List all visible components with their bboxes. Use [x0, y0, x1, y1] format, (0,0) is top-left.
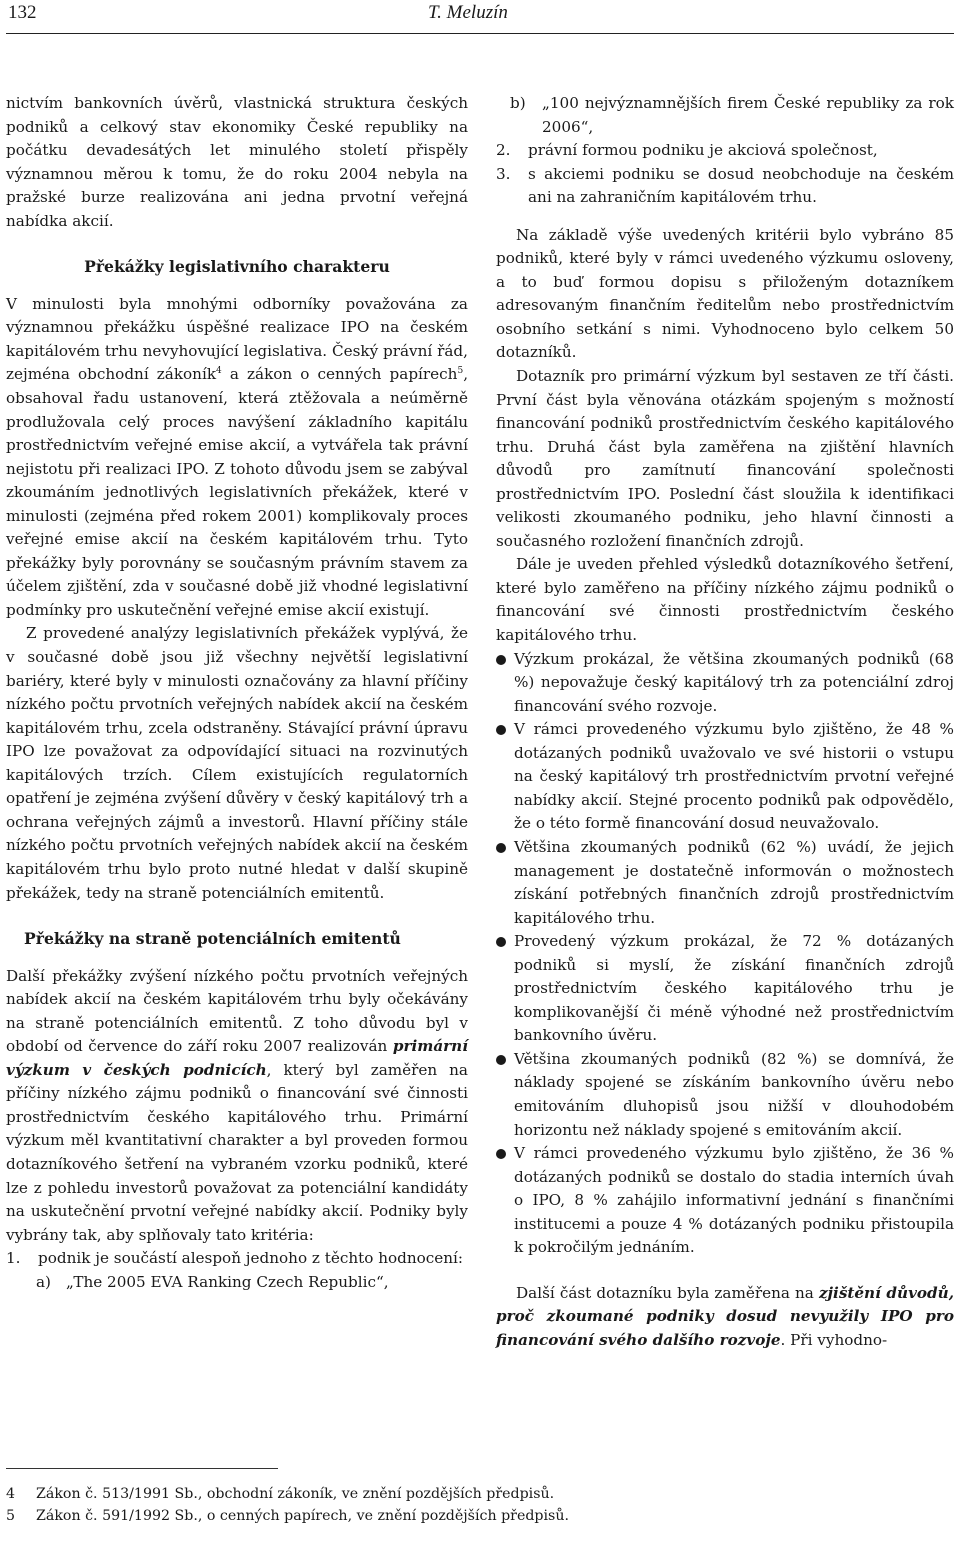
- criteria-item-1-text: podnik je součástí alespoň jednoho z těchto hodnocení:: [38, 1249, 464, 1268]
- header-rule: [6, 33, 954, 34]
- result-bullet-item: [496, 836, 954, 930]
- result-bullet-item: [496, 1048, 954, 1142]
- bullet-dot-icon: [496, 836, 514, 930]
- paragraph-final: [496, 1282, 954, 1353]
- footnote-text: Zákon č. 513/1991 Sb., obchodní zákoník, ve znění pozdějších předpisů.: [36, 1486, 555, 1502]
- bullet-dot-icon: [496, 718, 514, 836]
- footnote-ref-4: 4: [216, 366, 222, 377]
- paragraph-final-part-a: Další část dotazníku byla zaměřena na: [516, 1283, 819, 1302]
- result-bullet-item: [496, 648, 954, 719]
- paragraph-legislative-1-part-b: a zákon o cenných papírech: [221, 365, 458, 384]
- criteria-item-1a-label: a): [36, 1272, 51, 1291]
- running-head: T. Meluzín: [428, 2, 508, 23]
- bullet-dot-icon: [496, 1048, 514, 1142]
- criteria-item-1b-label: b): [510, 94, 526, 112]
- paragraph-legislative-2: Z provedené analýzy legislativních překážek vyplývá, že v současné době jsou již všechny největší legislativní bariéry, které byly v minulosti označovány za hlavní příčiny nízkého počtu prvotních veřejných nabídek akcií na českém kapitálovém trhu, zcela odstraněny. Stávající právní úpravu IPO lze považovat za odpovídající situaci na rozvinutých kapitálových trzích. Cílem existujících regulatorních opatření je zejména zvýšení důvěry v český kapitálový trh a ochrana veřejných zájmů a investorů. Hlavní příčiny stále nízkého počtu prvotních veřejných nabídek akcií na českém kapitálovém trhu bylo proto nutné hledat v další skupině překážek, tedy na straně potenciálních emitentů.: [6, 624, 468, 902]
- right-column: [496, 92, 954, 1352]
- criteria-list: [6, 1247, 468, 1294]
- footnote-text: Zákon č. 591/1992 Sb., o cenných papírech, ve znění pozdějších předpisů.: [36, 1508, 569, 1524]
- footnotes: [6, 1468, 954, 1527]
- result-bullet-item: [496, 718, 954, 836]
- paragraph-intro: nictvím bankovních úvěrů, vlastnická struktura českých podniků a celkový stav ekonomiky České republiky na počátku devadesátých let minulého století přispěly významnou měrou k tomu, že do roku 2004 nebyla na pražské burze realizována ani jedna prvotní veřejná nabídka akcií.: [6, 94, 468, 230]
- footnote-rule: [6, 1468, 278, 1469]
- paragraph-results-intro: Dále je uveden přehled výsledků dotazníkového šetření, které bylo zaměřeno na příčiny nízkého zájmu podniků o financování své činnosti prostřednictvím českého kapitálového trhu.: [496, 555, 954, 645]
- criteria-item-2-text: právní formou podniku je akciová společnost,: [528, 141, 878, 160]
- results-bullet-list: [496, 648, 954, 1260]
- result-bullet-text: Výzkum prokázal, že většina zkoumaných podniků (68 %) nepovažuje český kapitálový trh za potenciální zdroj financování svého rozvoje.: [514, 649, 954, 715]
- paragraph-issuers-emphasis: primární výzkum v českých podnicích: [6, 1037, 468, 1079]
- footnote-item: [6, 1505, 954, 1527]
- result-bullet-text: V rámci provedeného výzkumu bylo zjištěno, že 36 % dotázaných podniků se dostalo do stadia interních úvah o IPO, 8 % zahájilo informativní jednání s finančními institucemi a pouze 4 % dotázaných podniku přistoupila k pokročilým jednáním.: [514, 1144, 954, 1257]
- criteria-item-1b: [496, 92, 954, 139]
- footnote-number: 5: [6, 1508, 16, 1524]
- criteria-item-2-number: 2.: [496, 141, 511, 160]
- result-bullet-text: Většina zkoumaných podniků (82 %) se domnívá, že náklady spojené se získáním bankovního úvěru nebo emitováním dluhopisů jsou nižší v dlouhodobém horizontu než náklady spojené s emitováním akcií.: [514, 1049, 954, 1139]
- paragraph-questionnaire: Dotazník pro primární výzkum byl sestaven ze tří části. První část byla věnována otázkám spojeným s možností financování podniků prostřednictvím českého kapitálového trhu. Druhá část byla zaměřena na zjištění hlavních důvodů pro zamítnutí financování společnosti prostřednictvím IPO. Poslední část sloužila k identifikaci velikosti zkoumaného podniku, jeho hlavní činnosti a současného rozložení finančních zdrojů.: [496, 367, 954, 550]
- criteria-item-2: [496, 139, 954, 163]
- bullet-dot-icon: [496, 930, 514, 1048]
- paragraph-issuers-part-b: , který byl zaměřen na příčiny nízkého zájmu podniků o financování své činnosti prostřednictvím českého kapitálového trhu. Primární výzkum měl kvantitativní charakter a byl proveden formou dotazníkového šetření na vybraném vzorku podniků, které lze z pohledu investorů považovat za potenciální kandidáty na uskutečnění prvotní veřejné nabídky akcií. Podniky byly vybrány tak, aby splňovaly tato kritéria:: [6, 1060, 468, 1244]
- criteria-item-1b-text: „100 nejvýznamnějších firem České republiky za rok 2006“,: [542, 94, 954, 136]
- page-header: [0, 0, 960, 36]
- paragraph-sample: Na základě výše uvedených kritérii bylo vybráno 85 podniků, které byly v rámci uvedeného výzkumu osloveny, a to buď formou dopisu s přiloženým dotazníkem adresovaným finančním ředitelům nebo prostřednictvím osobního setkání s nimi. Vyhodnoceno bylo celkem 50 dotazníků.: [496, 225, 954, 362]
- paragraph-issuers-part-a: Další překážky zvýšení nízkého počtu prvotních veřejných nabídek akcií na českém kapitálovém trhu byly očekávány na straně potenciálních emitentů. Z toho důvodu byl v období od července do září roku 2007 realizován: [6, 966, 468, 1056]
- criteria-item-3: [496, 163, 954, 210]
- result-bullet-text: Většina zkoumaných podniků (62 %) uvádí, že jejich management je dostatečně informován o možnostech získání potřebných finančních zdrojů prostřednictvím kapitálového trhu.: [514, 837, 954, 927]
- paragraph-issuers: [6, 965, 468, 1248]
- heading-issuers: Překážky na straně potenciálních emitentů: [24, 929, 401, 949]
- result-bullet-text: Provedený výzkum prokázal, že 72 % dotázaných podniků si myslí, že získání finančních zdrojů prostřednictvím českého kapitálového trhu je komplikovanější či méně výhodné než prostřednictvím bankovního úvěru.: [514, 932, 954, 1045]
- bullet-dot-icon: [496, 1142, 514, 1260]
- footnote-number: 4: [6, 1486, 16, 1502]
- paragraph-final-emphasis: zjištění důvodů, proč zkoumané podniky dosud nevyužily IPO pro financování svého dalšího rozvoje: [496, 1283, 954, 1349]
- bullet-dot-icon: [496, 648, 514, 719]
- heading-legislative: Překážky legislativního charakteru: [84, 257, 390, 277]
- paragraph-legislative-1-part-a: V minulosti byla mnohými odborníky považována za významnou překážku úspěšné realizace IPO na českém kapitálovém trhu nevyhovující legislativa. Český právní řád, zejména obchodní zákoník: [6, 294, 468, 384]
- paragraph-legislative-1: [6, 293, 468, 623]
- footnote-ref-5: 5: [457, 366, 464, 377]
- left-column: [6, 92, 468, 1294]
- paragraph-legislative-1-part-c: , obsahoval řadu ustanovení, která ztěžovala a neúměrně prodlužovala celý proces navýšení základního kapitálu prostřednictvím veřejné emise akcií, a vytvářela tak právní nejistotu při realizaci IPO. Z tohoto důvodu jsem se zabýval zkoumáním jednotlivých legislativních překážek, které v minulosti (zejména před rokem 2001) komplikovaly proces veřejné emise akcií na českém kapitálovém trhu. Tyto překážky byly porovnány se současným právním stavem za účelem zjištění, zda v současné době již vhodné legislativní podmínky pro uskutečnění veřejné emise akcií existují.: [6, 365, 469, 619]
- criteria-item-1a-text: „The 2005 EVA Ranking Czech Republic“,: [66, 1272, 389, 1291]
- result-bullet-text: V rámci provedeného výzkumu bylo zjištěno, že 48 % dotázaných podniků uvažovalo ve své historii o vstupu na český kapitálový trh prostřednictvím prvotní veřejné nabídky akcií. Stejné procento podniků pak odpovědělo, že o této formě financování dosud neuvažovalo.: [514, 720, 954, 833]
- criteria-item-1-number: 1.: [6, 1249, 21, 1268]
- footnote-item: [6, 1483, 954, 1505]
- page-number: 132: [8, 2, 37, 23]
- paragraph-final-part-b: . Při vyhodno-: [780, 1330, 888, 1349]
- criteria-item-3-text: s akciemi podniku se dosud neobchoduje na českém ani na zahraničním kapitálovém trhu.: [528, 164, 954, 207]
- criteria-item-1a: [6, 1271, 468, 1295]
- result-bullet-item: [496, 930, 954, 1048]
- criteria-item-3-number: 3.: [496, 164, 511, 183]
- criteria-item-1: [6, 1247, 468, 1271]
- result-bullet-item: [496, 1142, 954, 1260]
